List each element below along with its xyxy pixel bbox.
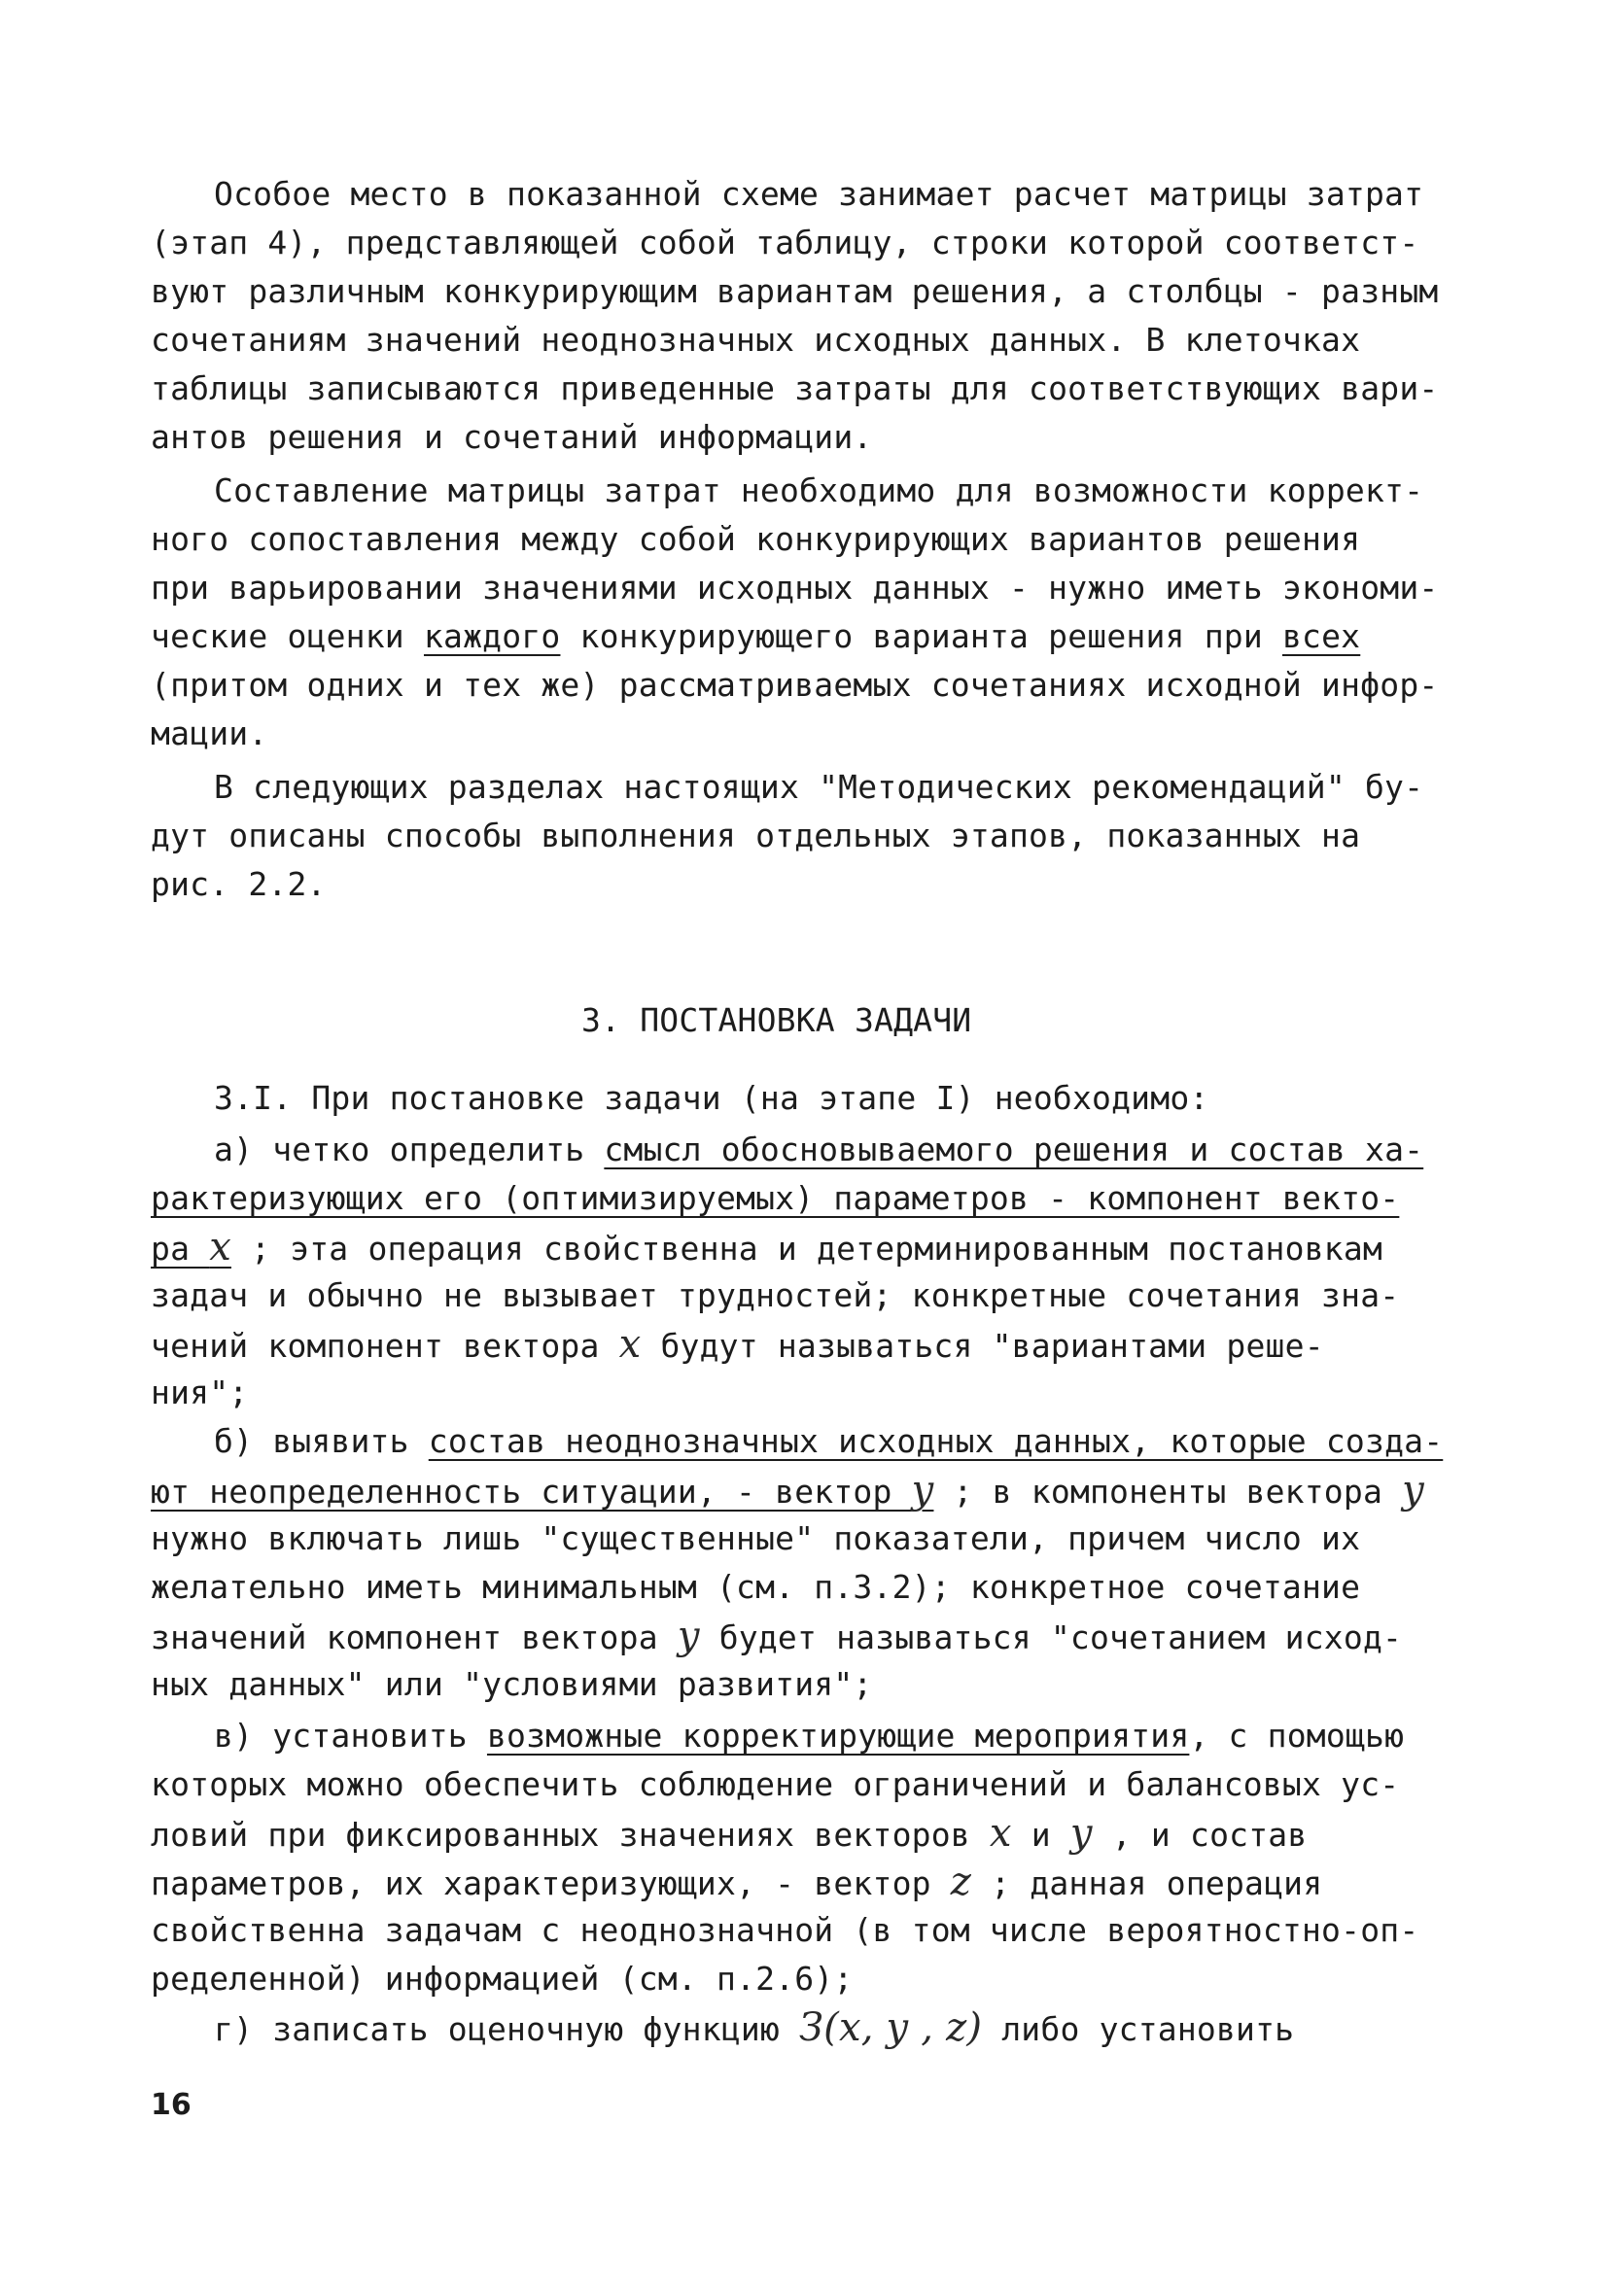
item-v-line xyxy=(151,1862,1322,1903)
variable-x: x xyxy=(209,1225,231,1270)
item-a-line xyxy=(214,1131,1423,1169)
item-a-line xyxy=(151,1322,1324,1367)
item-b-line xyxy=(151,1614,1403,1658)
text-span: ческие оценки xyxy=(151,617,404,655)
text-span: ; данная операция xyxy=(971,1864,1323,1902)
item-v-line xyxy=(214,1717,1404,1756)
text-line xyxy=(151,617,1360,656)
text-line: ного сопоставления между собой конкурирующих вариантов решения xyxy=(151,520,1361,558)
text-line: мации. xyxy=(151,714,268,752)
text-span: либо установить xyxy=(982,2010,1295,2048)
item-b-line: желательно иметь минимальным (см. п.3.2); конкретное сочетание xyxy=(151,1568,1361,1606)
underlined-text: возможные корректирующие мероприятия xyxy=(486,1717,1190,1755)
text-span: б) выявить xyxy=(214,1422,429,1460)
text-line: рис. 2.2. xyxy=(151,865,327,903)
text-span: будет называться "сочетанием исход- xyxy=(699,1618,1403,1656)
underlined-word: каждого xyxy=(423,617,561,655)
text-line: Особое место в показанной схеме занимает расчет матрицы затрат xyxy=(214,175,1424,213)
item-b-line xyxy=(151,1468,1424,1513)
item-b-line: ных данных" или "условиями развития"; xyxy=(151,1665,873,1703)
text-span: конкурирующего варианта решения при xyxy=(579,617,1263,655)
text-span: ; в компоненты вектора xyxy=(933,1473,1403,1511)
variable-x: x xyxy=(989,1811,1012,1856)
text-line: (этап 4), представляющей собой таблицу, строки которой соответст- xyxy=(151,224,1419,261)
item-v-line: которых можно обеспечить соблюдение ограничений и балансовых ус- xyxy=(151,1765,1400,1803)
text-line: дут описаны способы выполнения отдельных этапов, показанных на xyxy=(151,817,1361,854)
text-span: параметров, их характеризующих, - вектор xyxy=(151,1864,951,1902)
text-span: а) четко определить xyxy=(214,1131,605,1168)
item-a-line: задач и обычно не вызывает трудностей; конкретные сочетания зна- xyxy=(151,1276,1400,1314)
text-span: , и состав xyxy=(1092,1816,1308,1854)
variable-y: y xyxy=(1069,1811,1093,1856)
text-span: ют неопределенность ситуации, - вектор xyxy=(151,1473,912,1511)
item-g-line xyxy=(214,2005,1295,2050)
text-span: будут называться "вариантами реше- xyxy=(641,1327,1324,1365)
item-a-line xyxy=(151,1179,1399,1218)
underlined-text xyxy=(151,1468,934,1513)
text-span: г) записать оценочную функцию xyxy=(214,2010,800,2048)
underlined-text: смысл обосновываемого решения и состав ха- xyxy=(604,1131,1424,1168)
text-span: , с помощью xyxy=(1189,1717,1405,1755)
item-a-line: ния"; xyxy=(151,1374,249,1411)
text-line: таблицы записываются приведенные затраты для соответствующих вари- xyxy=(151,369,1439,407)
text-line: вуют различным конкурирующим вариантам решения, а столбцы - разным xyxy=(151,272,1439,310)
text-line: 3.I. При постановке задачи (на этапе I) необходимо: xyxy=(214,1079,1209,1117)
text-span: ра xyxy=(151,1230,210,1268)
item-v-line: ределенной) информацией (см. п.2.6); xyxy=(151,1960,854,1998)
item-b-line xyxy=(214,1422,1443,1461)
text-line: антов решения и сочетаний информации. xyxy=(151,418,873,456)
item-v-line: свойственна задачам с неоднозначной (в том числе вероятностно-оп- xyxy=(151,1911,1419,1949)
variable-y: y xyxy=(1402,1468,1424,1513)
text-span: и xyxy=(1011,1816,1070,1854)
underlined-word: всех xyxy=(1281,617,1361,655)
item-a-line xyxy=(151,1225,1382,1270)
text-line: при варьировании значениями исходных данных - нужно иметь экономи- xyxy=(151,569,1439,607)
item-b-line: нужно включать лишь "существенные" показатели, причем число их xyxy=(151,1519,1361,1557)
text-line: Составление матрицы затрат необходимо для возможности коррект- xyxy=(214,471,1424,509)
underlined-text xyxy=(151,1225,231,1270)
text-span: чений компонент вектора xyxy=(151,1327,619,1365)
text-span: ; эта операция свойственна и детерминированным постановкам xyxy=(230,1230,1382,1268)
text-span: в) установить xyxy=(214,1717,487,1755)
text-line: сочетаниям значений неоднозначных исходных данных. В клеточках xyxy=(151,321,1361,359)
section-heading: 3. ПОСТАНОВКА ЗАДАЧИ xyxy=(581,1001,972,1039)
variable-z: z xyxy=(950,1860,972,1904)
text-line: (притом одних и тех же) рассматриваемых сочетаниях исходной инфор- xyxy=(151,666,1439,704)
underlined-text: состав неоднозначных исходных данных, которые созда- xyxy=(428,1422,1444,1460)
formula-cost-function: З(x, y , z) xyxy=(799,2005,983,2050)
underlined-text: рактеризующих его (оптимизируемых) параметров - компонент векто- xyxy=(151,1179,1400,1217)
text-span: значений компонент вектора xyxy=(151,1618,678,1656)
variable-x: x xyxy=(618,1322,642,1367)
text-line: В следующих разделах настоящих "Методических рекомендаций" бу- xyxy=(214,768,1424,806)
item-v-line xyxy=(151,1811,1308,1856)
page-number: 16 xyxy=(151,2088,192,2122)
variable-y: y xyxy=(911,1468,934,1513)
text-span: ловий при фиксированных значениях векторов xyxy=(151,1816,990,1854)
variable-y: y xyxy=(677,1614,700,1658)
